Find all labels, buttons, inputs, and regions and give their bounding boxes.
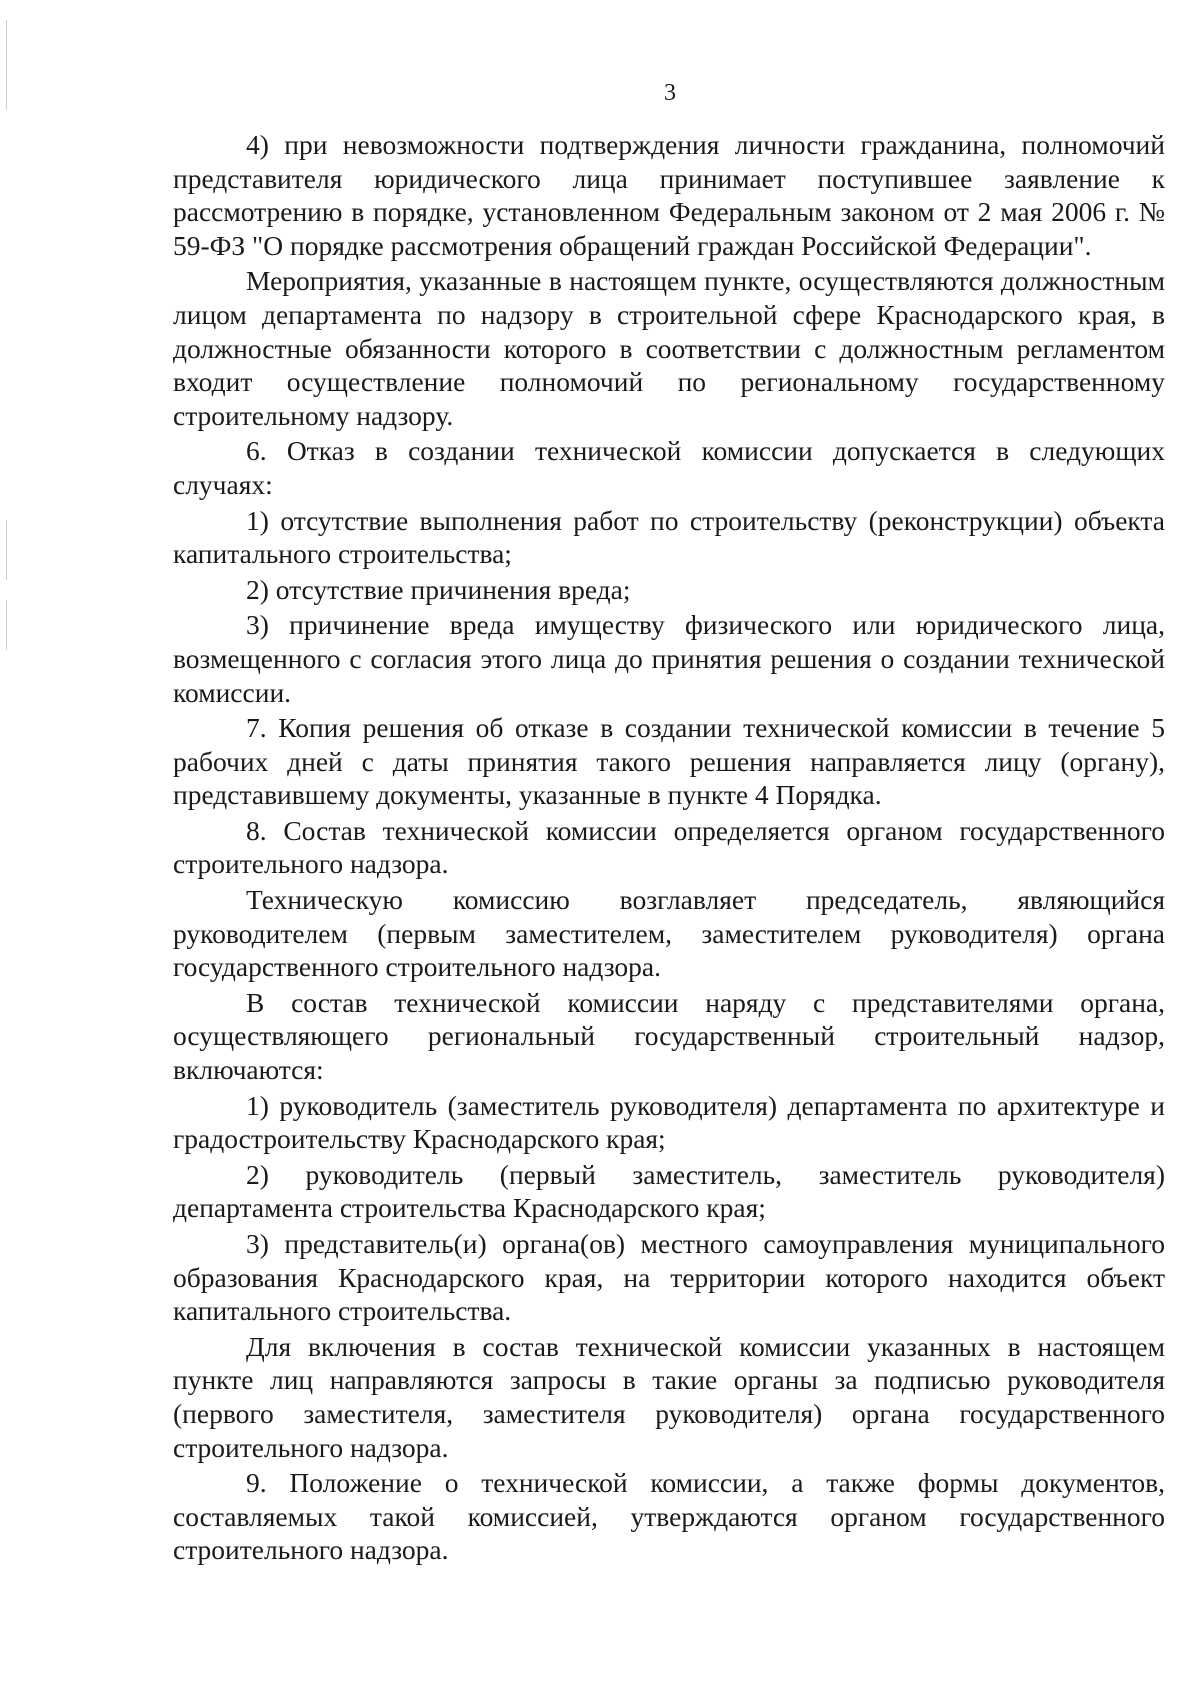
paragraph: 4) при невозможности подтверждения личности гражданина, полномочий представителя юридического лица принимает поступившее заявление к рассмотрению в порядке, установленном Федеральным законом от 2 мая 2006 г. № 59-ФЗ "О порядке рассмотрения обращений граждан Российской Федерации". xyxy=(173,129,1165,261)
paragraph: Мероприятия, указанные в настоящем пункте, осуществляются должностным лицом департамента по надзору в строительной сфере Краснодарского края, в должностные обязанности которого в соответствии с должностным регламентом входит осуществление полномочий по региональному государственному строительному надзору. xyxy=(173,265,1165,431)
paragraph: 2) руководитель (первый заместитель, заместитель руководителя) департамента строительства Краснодарского края; xyxy=(173,1158,1165,1224)
paragraph: 1) отсутствие выполнения работ по строительству (реконструкции) объекта капитального строительства; xyxy=(173,504,1165,570)
scan-edge-mark xyxy=(6,520,7,580)
paragraph: 2) отсутствие причинения вреда; xyxy=(246,573,631,605)
paragraph: 1) руководитель (заместитель руководителя) департамента по архитектуре и градостроительству Краснодарского края; xyxy=(173,1089,1165,1155)
paragraph: 7. Копия решения об отказе в создании технической комиссии в течение 5 рабочих дней с даты принятия такого решения направляется лицу (органу), представившему документы, указанные в пункте 4 Порядка. xyxy=(173,712,1165,811)
document-body xyxy=(173,128,1165,1569)
paragraph: Техническую комиссию возглавляет председатель, являющийся руководителем (первым заместителем, заместителем руководителя) органа государственного строительного надзора. xyxy=(173,884,1165,983)
scan-edge-mark xyxy=(6,600,7,650)
page-number: 3 xyxy=(664,80,676,106)
paragraph: Для включения в состав технической комиссии указанных в настоящем пункте лиц направляются запросы в такие органы за подписью руководителя (первого заместителя, заместителя руководителя) органа государственного строительного надзора. xyxy=(173,1330,1165,1463)
paragraph: 3) причинение вреда имуществу физического или юридического лица, возмещенного с согласия этого лица до принятия решения о создании технической комиссии. xyxy=(173,609,1165,708)
paragraph: 8. Состав технической комиссии определяется органом государственного строительного надзора. xyxy=(173,814,1165,880)
paragraph: 3) представитель(и) органа(ов) местного самоуправления муниципального образования Краснодарского края, на территории которого находится объект капитального строительства. xyxy=(173,1228,1165,1327)
paragraph: В состав технической комиссии наряду с представителями органа, осуществляющего региональный государственный строительный надзор, включаются: xyxy=(173,986,1165,1086)
paragraph: 6. Отказ в создании технической комиссии допускается в следующих случаях: xyxy=(173,435,1165,500)
paragraph: 9. Положение о технической комиссии, а также формы документов, составляемых такой комиссией, утверждаются органом государственного строительного надзора. xyxy=(173,1467,1165,1566)
